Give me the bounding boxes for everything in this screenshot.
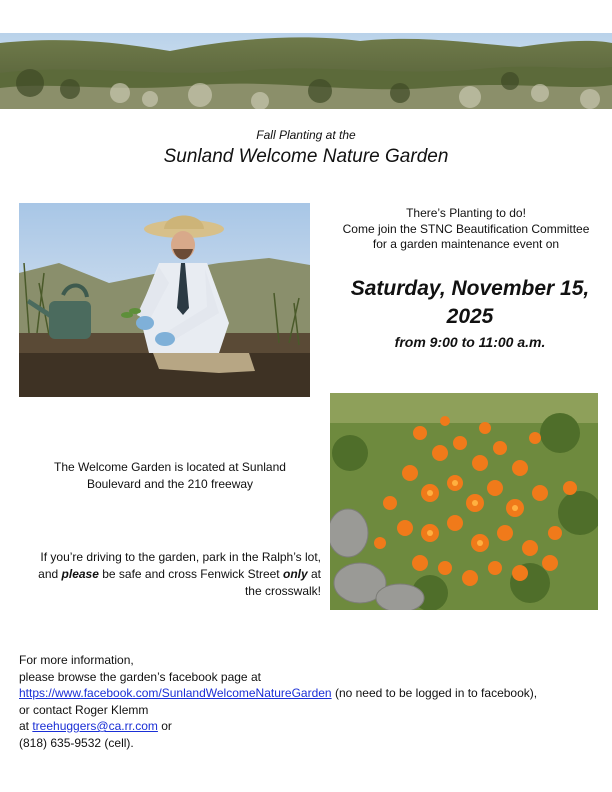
contact-phone: (818) 635-9532 (cell). [19,735,134,750]
intro-text [316,206,612,253]
contact-line-4: or contact Roger Klemm [19,702,149,717]
banner-mountain-photo [0,33,612,109]
event-subtitle: Fall Planting at the [256,128,356,142]
event-time: from 9:00 to 11:00 a.m. [394,334,546,350]
event-date [316,275,612,331]
contact-info [19,652,609,751]
poppies-photo [330,393,598,610]
email-suffix: or [157,719,172,733]
event-date-line-2: 2025 [446,305,494,328]
location-line-2: Boulevard and the 210 freeway [86,477,254,491]
location-line-1: The Welcome Garden is located at Sunland [54,460,286,474]
facebook-link[interactable]: https://www.facebook.com/SunlandWelcomeNatureGarden [19,686,332,700]
page-title: Sunland Welcome Nature Garden [163,146,449,167]
intro-line-3: for a garden maintenance event on [372,237,560,251]
driving-text-3: at the crosswalk! [244,567,321,598]
contact-line-5 [19,718,609,735]
intro-line-2: Come join the STNC Beautification Committee [342,221,590,236]
contact-line-1: For more information, [19,653,134,667]
driving-instructions [20,549,321,600]
facebook-note: (no need to be logged in to facebook), [331,686,538,700]
contact-line-3 [19,685,609,702]
event-date-line-1: Saturday, November 15, [350,277,590,300]
email-link[interactable]: treehuggers@ca.rr.com [32,719,158,733]
driving-emphasis-please: please [61,567,99,581]
driving-emphasis-only: only [282,567,308,581]
driving-text-1: If you’re driving to the garden, park in the Ralph’s lot, and [38,550,321,581]
gardener-photo [19,203,310,397]
location-text [30,459,310,493]
driving-text-2: be safe and cross Fenwick Street [98,567,283,581]
contact-line-2: please browse the garden’s facebook page at [19,669,261,684]
email-prefix: at [19,719,33,733]
intro-line-1: There’s Planting to do! [406,206,526,220]
